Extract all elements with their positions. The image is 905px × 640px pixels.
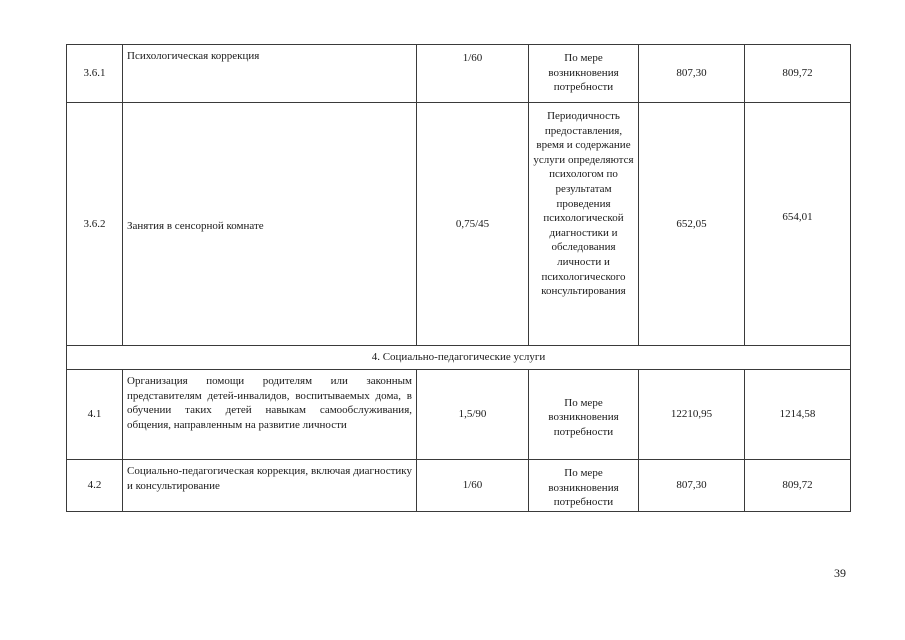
tariff-value: 654,01 bbox=[745, 103, 851, 346]
service-periodicity: По мере возникновения потребности bbox=[529, 370, 639, 460]
service-name: Организация помощи родителям или законным представителям детей-инвалидов, воспитываемых дома, в обучении таких детей навыкам самообслуживания, общения, направленным на развитие личности bbox=[123, 370, 417, 460]
table-row bbox=[67, 370, 851, 460]
row-number: 4.1 bbox=[67, 370, 123, 460]
service-periodicity: Периодичность предоставления, время и содержание услуги определяются психологом по результатам проведения психологической диагностики и обследования личности и психологического консультирования bbox=[529, 103, 639, 346]
tariff-value: 12210,95 bbox=[639, 370, 745, 460]
row-number: 3.6.1 bbox=[67, 45, 123, 103]
tariff-value: 809,72 bbox=[745, 45, 851, 103]
tariff-value: 809,72 bbox=[745, 460, 851, 512]
table-row bbox=[67, 460, 851, 512]
service-volume: 1/60 bbox=[417, 460, 529, 512]
tariff-value: 807,30 bbox=[639, 460, 745, 512]
service-name: Занятия в сенсорной комнате bbox=[123, 103, 417, 346]
table-row bbox=[67, 103, 851, 346]
row-number: 3.6.2 bbox=[67, 103, 123, 346]
service-volume: 0,75/45 bbox=[417, 103, 529, 346]
service-name: Социально-педагогическая коррекция, включая диагностику и консультирование bbox=[123, 460, 417, 512]
tariff-value: 807,30 bbox=[639, 45, 745, 103]
page-number: 39 bbox=[834, 566, 846, 580]
section-heading: 4. Социально-педагогические услуги bbox=[67, 346, 851, 370]
table-row bbox=[67, 45, 851, 103]
tariff-value: 652,05 bbox=[639, 103, 745, 346]
row-number: 4.2 bbox=[67, 460, 123, 512]
service-volume: 1/60 bbox=[417, 45, 529, 103]
service-name: Психологическая коррекция bbox=[123, 45, 417, 103]
services-table bbox=[66, 44, 851, 512]
service-periodicity: По мере возникновения потребности bbox=[529, 45, 639, 103]
section-row bbox=[67, 346, 851, 370]
service-periodicity: По мере возникновения потребности bbox=[529, 460, 639, 512]
service-volume: 1,5/90 bbox=[417, 370, 529, 460]
tariff-value: 1214,58 bbox=[745, 370, 851, 460]
